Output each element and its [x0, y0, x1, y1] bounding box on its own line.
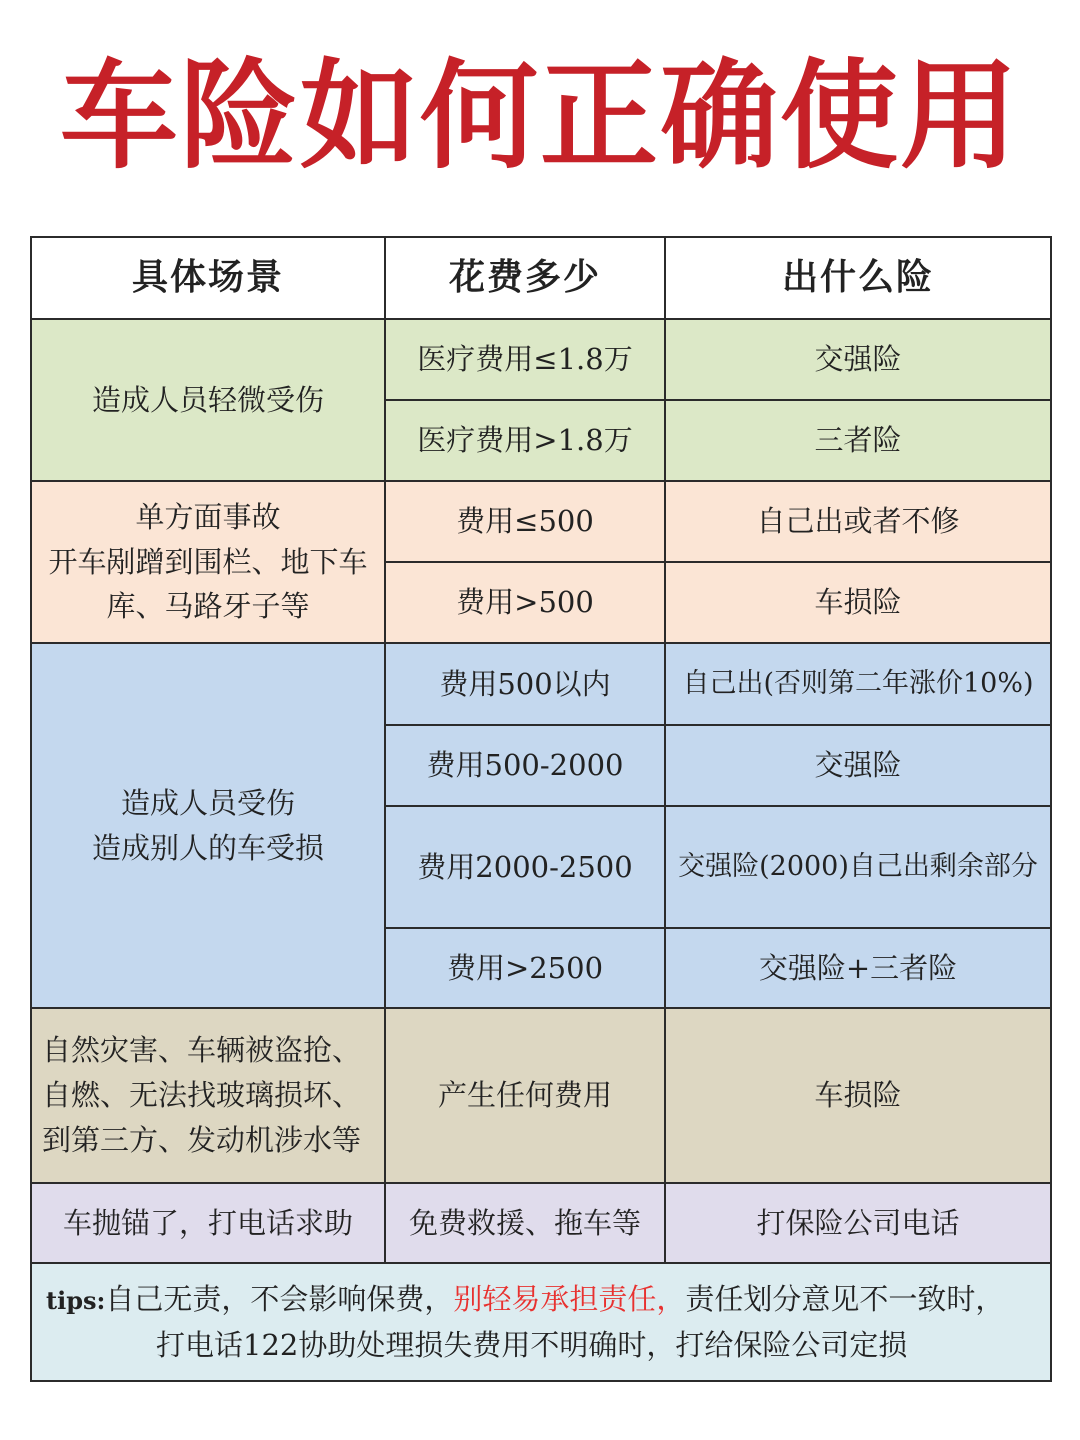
table-row: [31, 481, 1051, 562]
cost-cell: 费用500-2000: [385, 725, 665, 806]
scenario-cell: [31, 1008, 385, 1183]
scenario-line: 自然灾害、车辆被盗抢、: [42, 1033, 362, 1068]
header-scenario: 具体场景: [31, 237, 385, 319]
insurance-table: [30, 236, 1052, 1382]
scenario-cell: [31, 481, 385, 643]
scenario-line: 造成人员受伤: [120, 785, 295, 820]
header-cost: 花费多少: [385, 237, 665, 319]
cost-cell: 费用2000-2500: [385, 806, 665, 928]
tips-text-after: 责任划分意见不一致时，: [685, 1281, 1005, 1316]
table-row: [31, 319, 1051, 400]
insurance-cell: 车损险: [665, 562, 1051, 643]
scenario-cell: [31, 643, 385, 1008]
tips-row: [31, 1263, 1051, 1381]
tips-label: tips:: [46, 1285, 106, 1315]
header-insurance: 出什么险: [665, 237, 1051, 319]
cost-cell: 费用>500: [385, 562, 665, 643]
scenario-cell: [31, 1183, 385, 1263]
table-row: [31, 1008, 1051, 1183]
tips-highlight: 别轻易承担责任，: [453, 1281, 686, 1316]
scenario-line: 自燃、无法找玻璃损坏、: [42, 1078, 362, 1113]
scenario-line: 车抛锚了，打电话求助: [62, 1205, 353, 1240]
table-header-row: [31, 237, 1051, 319]
insurance-cell: 交强险+三者险: [665, 928, 1051, 1008]
cost-cell: 医疗费用≤1.8万: [385, 319, 665, 400]
cost-cell: 费用>2500: [385, 928, 665, 1008]
tips-cell: [31, 1263, 1051, 1381]
scenario-line: 造成人员轻微受伤: [91, 382, 324, 417]
table-row: [31, 643, 1051, 725]
insurance-cell: 交强险: [665, 319, 1051, 400]
scenario-cell: [31, 319, 385, 481]
insurance-cell: 交强险(2000)自己出剩余部分: [665, 806, 1051, 928]
scenario-line: 开车剐蹭到围栏、地下车: [48, 544, 368, 579]
cost-cell: 产生任何费用: [385, 1008, 665, 1183]
scenario-line: 单方面事故: [135, 499, 281, 534]
insurance-cell: 自己出(否则第二年涨价10%): [665, 643, 1051, 725]
insurance-cell: 自己出或者不修: [665, 481, 1051, 562]
cost-cell: 医疗费用>1.8万: [385, 400, 665, 481]
scenario-line: 造成别人的车受损: [91, 830, 324, 865]
tips-line-2: 打电话122协助处理损失费用不明确时，打给保险公司定损: [156, 1328, 908, 1362]
page-title: 车险如何正确使用: [59, 47, 1020, 185]
scenario-line: 库、马路牙子等: [106, 589, 310, 624]
table-row: [31, 1183, 1051, 1263]
tips-line-1: [46, 1276, 1036, 1322]
tips-text-before: 自己无责，不会影响保费，: [105, 1281, 454, 1316]
cost-cell: 免费救援、拖车等: [385, 1183, 665, 1263]
scenario-line: 到第三方、发动机涉水等: [42, 1122, 362, 1157]
insurance-cell: 三者险: [665, 400, 1051, 481]
insurance-cell: 交强险: [665, 725, 1051, 806]
insurance-cell: 车损险: [665, 1008, 1051, 1183]
cost-cell: 费用500以内: [385, 643, 665, 725]
insurance-cell: 打保险公司电话: [665, 1183, 1051, 1263]
cost-cell: 费用≤500: [385, 481, 665, 562]
